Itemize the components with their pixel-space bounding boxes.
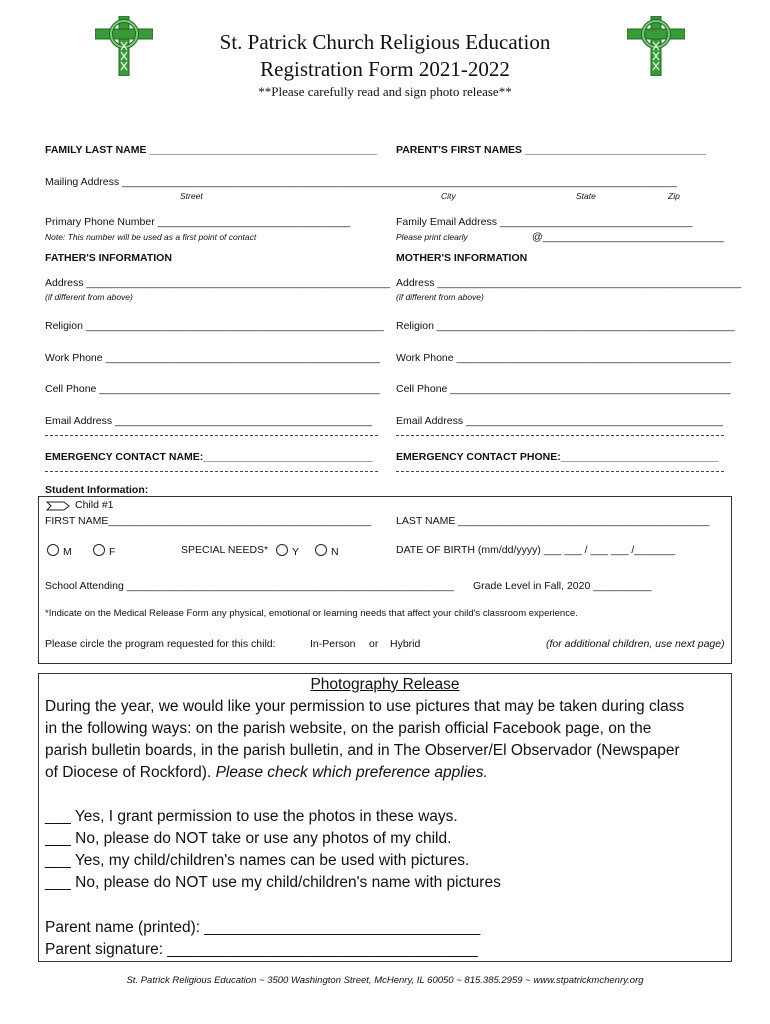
student-info-heading: Student Information: — [45, 484, 149, 496]
father-email-field[interactable]: Email Address ____________________________________________ — [45, 415, 372, 427]
photo-option-no-photos[interactable]: ___ No, please do NOT take or use any photos of my child. — [45, 830, 452, 847]
zip-label: Zip — [668, 191, 680, 201]
photo-release-reminder: **Please carefully read and sign photo release** — [258, 84, 512, 99]
father-heading: FATHER'S INFORMATION — [45, 252, 172, 264]
footer: St. Patrick Religious Education ~ 3500 Washington Street, McHenry, IL 60050 ~ 815.385.2959 ~ www.stpatrickmchenry.org — [126, 975, 644, 986]
radio-circle-icon — [315, 544, 327, 556]
father-religion-field[interactable]: Religion ___________________________________________________ — [45, 320, 384, 332]
medical-release-note: *Indicate on the Medical Release Form any physical, emotional or learning needs that affect your child's classroom experience. — [45, 608, 578, 619]
mother-heading: MOTHER'S INFORMATION — [396, 252, 528, 264]
emergency-contact-phone-field[interactable]: EMERGENCY CONTACT PHONE:___________________________ — [396, 451, 719, 463]
mother-address-note: (if different from above) — [396, 292, 484, 302]
mother-address-field[interactable]: Address ____________________________________________________ — [396, 277, 742, 289]
mother-work-phone-field[interactable]: Work Phone _______________________________________________ — [396, 352, 731, 364]
page-subtitle-year: Registration Form 2021-2022 — [260, 57, 510, 81]
photo-release-paragraph-line: parish bulletin boards, in the parish bulletin, and in The Observer/El Observador (Newspaper — [45, 742, 680, 759]
parent-signature-field[interactable]: Parent signature: ____________________________________ — [45, 941, 478, 958]
child-first-name-field[interactable]: FIRST NAME_____________________________________________ — [45, 515, 372, 527]
program-in-person-option[interactable]: In-Person — [310, 638, 356, 650]
city-label: City — [441, 191, 456, 201]
family-email-field[interactable]: Family Email Address _________________________________ — [396, 216, 693, 228]
photo-release-paragraph-line: of Diocese of Rockford). Please check which preference applies. — [45, 764, 488, 781]
arrow-tag-icon — [46, 501, 70, 511]
program-hybrid-option[interactable]: Hybrid — [390, 638, 421, 650]
photo-option-no-names[interactable]: ___ No, please do NOT use my child/children's name with pictures — [45, 874, 501, 891]
street-label: Street — [180, 191, 203, 201]
family-last-name-field[interactable]: FAMILY LAST NAME _______________________________________ — [45, 144, 378, 156]
email-at-line[interactable]: @_______________________________ — [532, 231, 724, 243]
radio-circle-icon — [276, 544, 288, 556]
program-prompt: Please circle the program requested for this child: — [45, 638, 276, 650]
primary-phone-field[interactable]: Primary Phone Number _________________________________ — [45, 216, 351, 228]
page-title: St. Patrick Church Religious Education — [219, 30, 551, 54]
gender-f-radio[interactable]: F — [93, 544, 115, 558]
additional-children-note: (for additional children, use next page) — [546, 638, 725, 650]
gender-m-radio[interactable]: M — [47, 544, 72, 558]
divider — [45, 471, 378, 472]
mother-religion-field[interactable]: Religion ___________________________________________________ — [396, 320, 735, 332]
photo-release-paragraph-line: During the year, we would like your permission to use pictures that may be taken during class — [45, 698, 685, 715]
child-number-label: Child #1 — [75, 499, 114, 511]
special-needs-no-radio[interactable]: N — [315, 544, 339, 558]
emergency-contact-name-field[interactable]: EMERGENCY CONTACT NAME:_____________________________ — [45, 451, 373, 463]
father-address-note: (if different from above) — [45, 292, 133, 302]
parent-name-field[interactable]: Parent name (printed): ________________________________ — [45, 919, 481, 936]
special-needs-yes-radio[interactable]: Y — [276, 544, 299, 558]
divider — [396, 435, 724, 436]
email-note: Please print clearly — [396, 232, 468, 242]
child-last-name-field[interactable]: LAST NAME ___________________________________________ — [396, 515, 710, 527]
father-work-phone-field[interactable]: Work Phone _______________________________________________ — [45, 352, 380, 364]
state-label: State — [576, 191, 596, 201]
radio-circle-icon — [47, 544, 59, 556]
father-cell-phone-field[interactable]: Cell Phone ________________________________________________ — [45, 383, 380, 395]
divider — [45, 435, 378, 436]
radio-circle-icon — [93, 544, 105, 556]
father-address-field[interactable]: Address ____________________________________________________ — [45, 277, 391, 289]
special-needs-label: SPECIAL NEEDS* — [181, 544, 269, 556]
mailing-address-field[interactable]: Mailing Address _______________________________________________________________________________________________ — [45, 176, 677, 188]
photo-release-title: Photography Release — [310, 676, 460, 693]
divider — [396, 471, 724, 472]
primary-phone-note: Note: This number will be used as a first point of contact — [45, 232, 257, 242]
mother-email-field[interactable]: Email Address ____________________________________________ — [396, 415, 723, 427]
photo-release-paragraph-line: in the following ways: on the parish website, on the parish official Facebook page, on the — [45, 720, 652, 737]
program-or-label: or — [369, 638, 379, 650]
photo-option-yes-photos[interactable]: ___ Yes, I grant permission to use the photos in these ways. — [45, 808, 458, 825]
parents-first-names-field[interactable]: PARENT'S FIRST NAMES _______________________________ — [396, 144, 706, 156]
photo-option-yes-names[interactable]: ___ Yes, my child/children's names can be used with pictures. — [45, 852, 470, 869]
grade-level-field[interactable]: Grade Level in Fall, 2020 __________ — [473, 580, 652, 592]
school-attending-field[interactable]: School Attending ________________________________________________________ — [45, 580, 454, 592]
mother-cell-phone-field[interactable]: Cell Phone ________________________________________________ — [396, 383, 731, 395]
date-of-birth-field[interactable]: DATE OF BIRTH (mm/dd/yyyy) ___ ___ / ___ ___ /_______ — [396, 544, 676, 556]
check-preference-instruction: Please check which preference applies. — [215, 764, 488, 781]
